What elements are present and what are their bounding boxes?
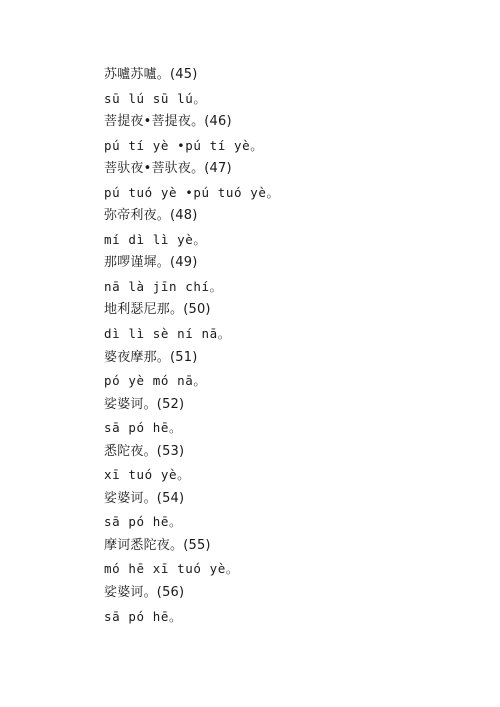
hanzi-line: 菩驮夜•菩驮夜。(47) (104, 161, 232, 177)
hanzi-line: 悉陀夜。(53) (104, 443, 185, 459)
hanzi-line: 娑婆诃。(56) (104, 585, 185, 601)
hanzi-line: 娑婆诃。(52) (104, 396, 185, 412)
pinyin-line: xī tuó yè。 (104, 467, 191, 483)
text-lines (104, 63, 484, 628)
pinyin-line: sā pó hē。 (104, 420, 183, 436)
pinyin-line: mí dì lì yè。 (104, 231, 207, 247)
hanzi-line: 菩提夜•菩提夜。(46) (104, 114, 232, 130)
hanzi-line: 弥帝利夜。(48) (104, 208, 198, 224)
hanzi-line: 地利瑟尼那。(50) (104, 302, 211, 318)
hanzi-line: 苏嚧苏嚧。(45) (104, 67, 198, 82)
hanzi-line: 婆夜摩那。(51) (104, 349, 198, 365)
pinyin-line: pó yè mó nā。 (104, 373, 207, 389)
hanzi-line: 那啰谨墀。(49) (104, 255, 198, 271)
hanzi-line: 摩诃悉陀夜。(55) (104, 537, 211, 553)
pinyin-line: pú tuó yè •pú tuó yè。 (104, 184, 280, 200)
hanzi-line: 娑婆诃。(54) (104, 490, 185, 506)
pinyin-line: dì lì sè ní nā。 (104, 326, 231, 342)
pinyin-line: sā pó hē。 (104, 608, 183, 624)
pinyin-line: mó hē xī tuó yè。 (104, 561, 239, 577)
pinyin-line: pú tí yè •pú tí yè。 (104, 137, 264, 153)
pinyin-line: sū lú sū lú。 (104, 90, 207, 106)
pinyin-line: nā là jīn chí。 (104, 278, 223, 294)
pinyin-line: sā pó hē。 (104, 514, 183, 530)
